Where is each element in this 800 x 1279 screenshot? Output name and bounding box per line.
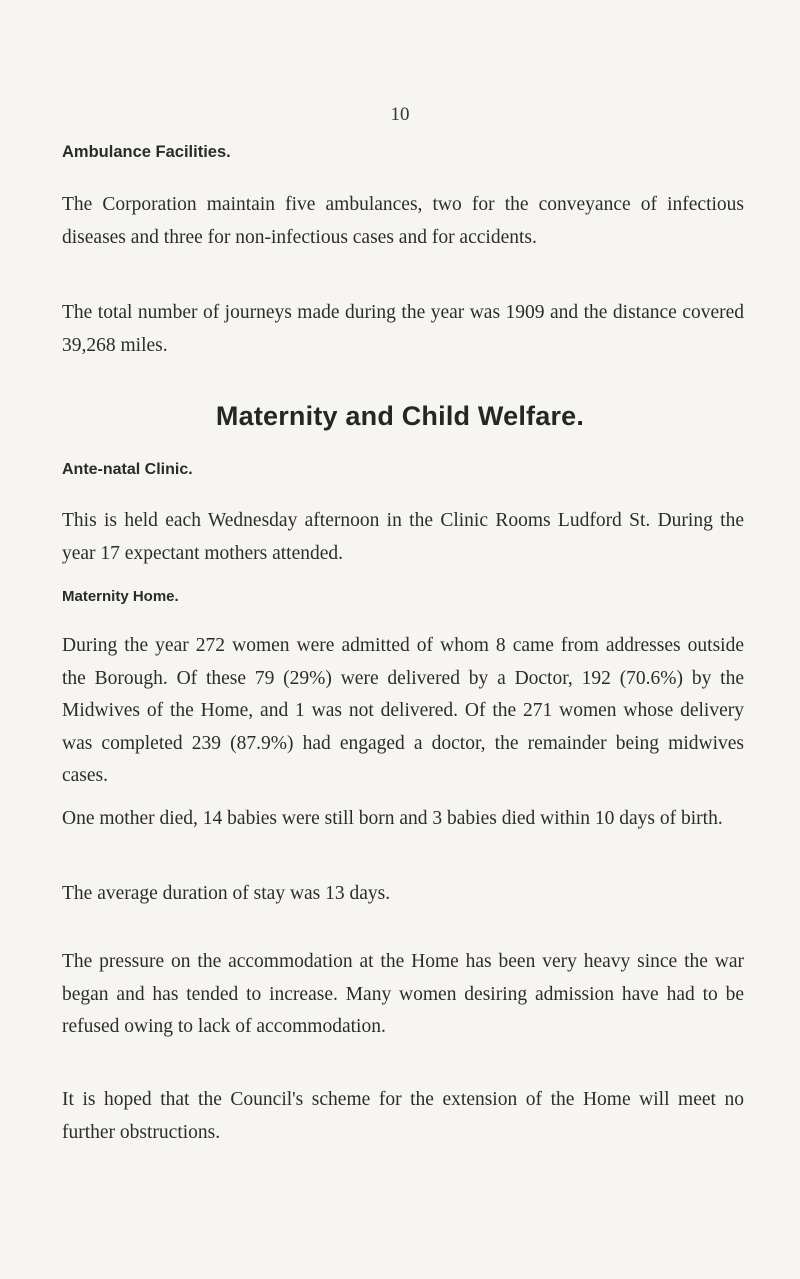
- maternity-home-paragraph-2: One mother died, 14 babies were still born and 3 babies died within 10 days of birth.: [62, 808, 723, 829]
- antenatal-paragraph: This is held each Wednesday afternoon in the Clinic Rooms Ludford St. During the year 17 expectant mothers attended.: [62, 510, 744, 564]
- antenatal-clinic-label: Ante-natal Clinic.: [62, 461, 193, 478]
- page-number: 10: [390, 104, 410, 125]
- maternity-home-paragraph-1: During the year 272 women were admitted of whom 8 came from addresses outside the Borough. Of these 79 (29%) were delivered by a Doctor, 192 (70.6%) by the Midwives of the Home, and 1 was not delivered. Of the 271 women whose delivery was completed 239 (87.9%) had engaged a doctor, the remainder being midwives cases.: [62, 635, 744, 786]
- maternity-home-paragraph-3: The average duration of stay was 13 days.: [62, 883, 391, 904]
- maternity-home-label: Maternity Home.: [62, 588, 179, 605]
- ambulance-facilities-label: Ambulance Facilities.: [62, 143, 231, 161]
- maternity-heading: Maternity and Child Welfare.: [215, 401, 585, 431]
- maternity-home-paragraph-4: The pressure on the accommodation at the Home has been very heavy since the war began and has tended to increase. Many women desiring admission have had to be refused owing to lack of accommodation.: [62, 951, 744, 1037]
- ambulance-paragraph-2: The total number of journeys made during the year was 1909 and the distance covered 39,268 miles.: [62, 302, 744, 356]
- maternity-home-paragraph-5: It is hoped that the Council's scheme for the extension of the Home will meet no further obstructions.: [62, 1089, 744, 1143]
- ambulance-paragraph-1: The Corporation maintain five ambulances, two for the conveyance of infectious diseases and three for non-infectious cases and for accidents.: [62, 194, 744, 248]
